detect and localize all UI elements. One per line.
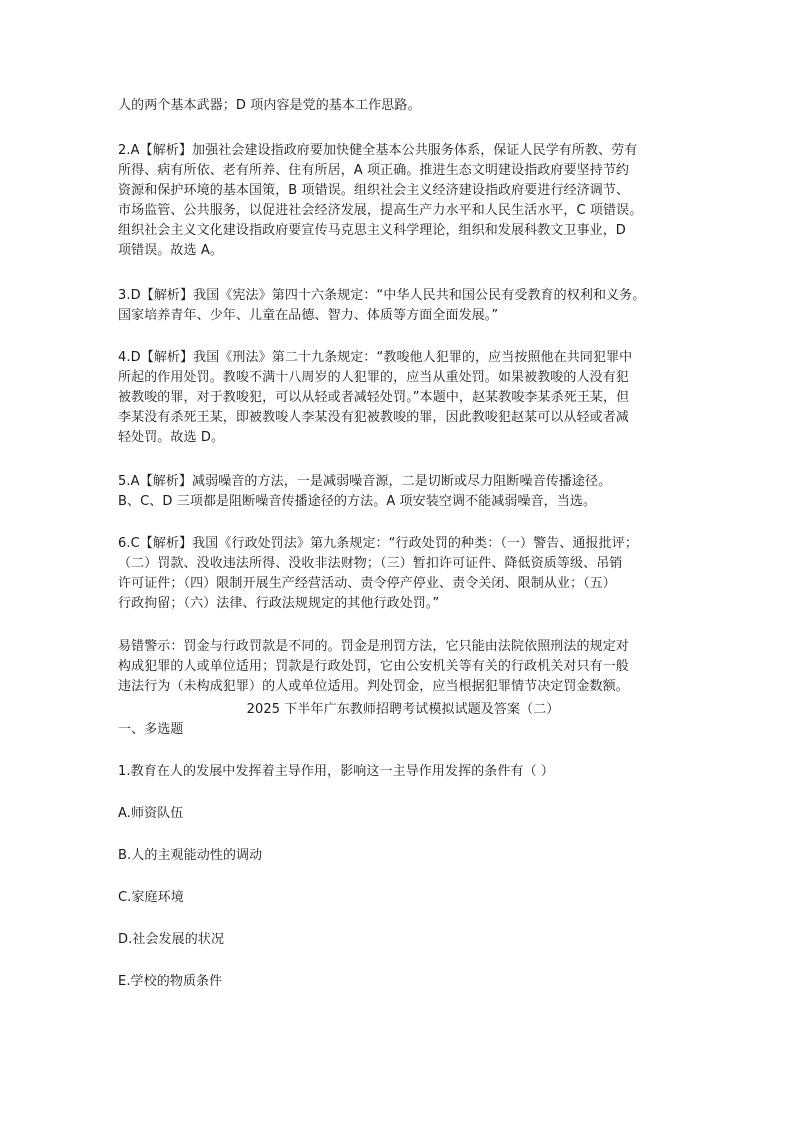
text-line: 所起的作用处罚。教唆不满十八周岁的人犯罪的，应当从重处罚。如果被教唆的人没有犯: [118, 370, 629, 385]
text-line: 李某没有杀死王某，即被教唆人李某没有犯被教唆的罪，因此教唆犯赵某可以从轻或者减: [118, 410, 629, 425]
answer-fragment: [118, 96, 688, 116]
option-c: [118, 888, 688, 908]
question-1: [118, 762, 688, 782]
text-line: 易错警示：罚金与行政罚款是不同的。罚金是刑罚方法，它只能由法院依照刑法的规定对: [118, 639, 629, 654]
answer-4: [118, 348, 688, 448]
answer-6: [118, 534, 688, 614]
text-line: 6.C【解析】我国《行政处罚法》第九条规定：“行政处罚的种类：（一）警告、通报批评；: [118, 536, 638, 551]
text-line: 被教唆的罪，对于教唆犯，可以从轻或者减轻处罚。”本题中，赵某教唆李某杀死王某，但: [118, 390, 630, 405]
text-line: 5.A【解析】减弱噪音的方法，一是减弱噪音源，二是切断或尽力阻断噪音传播途径。: [118, 474, 612, 489]
text-line: （二）罚款、没收违法所得、没收非法财物；（三）暂扣许可证件、降低资质等级、吊销: [118, 556, 623, 571]
text-line: 构成犯罪的人或单位适用；罚款是行政处罚，它由公安机关等有关的行政机关对只有一般: [118, 659, 629, 674]
error-warning: [118, 637, 688, 697]
text-line: 人的两个基本武器；D 项内容是党的基本工作思路。: [118, 98, 421, 113]
section-heading: 一、多选题: [118, 722, 184, 737]
answer-2: [118, 141, 688, 261]
option-text: D.社会发展的状况: [118, 932, 225, 947]
text-line: 行政拘留；（六）法律、行政法规规定的其他行政处罚。”: [118, 596, 440, 611]
option-text: A.师资队伍: [118, 806, 184, 821]
option-d: [118, 930, 688, 950]
exam-header: [118, 700, 688, 740]
answer-3: [118, 286, 688, 326]
exam-title: 2025 下半年广东教师招聘考试模拟试题及答案（二）: [246, 702, 560, 717]
option-e: [118, 972, 688, 992]
text-line: 2.A【解析】加强社会建设指政府要加快健全基本公共服务体系，保证人民学有所教、劳有: [118, 143, 638, 158]
text-line: 资源和保护环境的基本国策，B 项错误。组织社会主义经济建设指政府要进行经济调节、: [118, 183, 630, 198]
option-text: E.学校的物质条件: [118, 974, 223, 989]
text-line: 组织社会主义文化建设指政府要宣传马克思主义科学理论，组织和发展科教文卫事业，D: [118, 223, 626, 238]
option-text: B.人的主观能动性的调动: [118, 848, 263, 863]
text-line: 许可证件；（四）限制开展生产经营活动、责令停产停业、责令关闭、限制从业；（五）: [118, 576, 616, 591]
option-b: [118, 846, 688, 866]
text-line: 3.D【解析】我国《宪法》第四十六条规定：“中华人民共和国公民有受教育的权利和义务。: [118, 288, 646, 303]
question-text: 1.教育在人的发展中发挥着主导作用，影响这一主导作用发挥的条件有（ ）: [118, 764, 555, 779]
text-line: 4.D【解析】我国《刑法》第二十九条规定：“教唆他人犯罪的，应当按照他在共同犯罪中: [118, 350, 633, 365]
text-line: 违法行为（未构成犯罪）的人或单位适用。判处罚金，应当根据犯罪情节决定罚金数额。: [118, 679, 629, 694]
text-line: 项错误。故选 A。: [118, 243, 223, 258]
text-line: 市场监管、公共服务，以促进社会经济发展，提高生产力水平和人民生活水平，C 项错误。: [118, 203, 643, 218]
answer-5: [118, 472, 688, 512]
text-line: B、C、D 三项都是阻断噪音传播途径的方法。A 项安装空调不能减弱噪音，当选。: [118, 494, 597, 509]
text-line: 所得、病有所依、老有所养、住有所居，A 项正确。推进生态文明建设指政府要坚持节约: [118, 163, 630, 178]
text-line: 国家培养青年、少年、儿童在品德、智力、体质等方面全面发展。”: [118, 308, 499, 323]
option-text: C.家庭环境: [118, 890, 184, 905]
option-a: [118, 804, 688, 824]
text-line: 轻处罚。故选 D。: [118, 430, 225, 445]
